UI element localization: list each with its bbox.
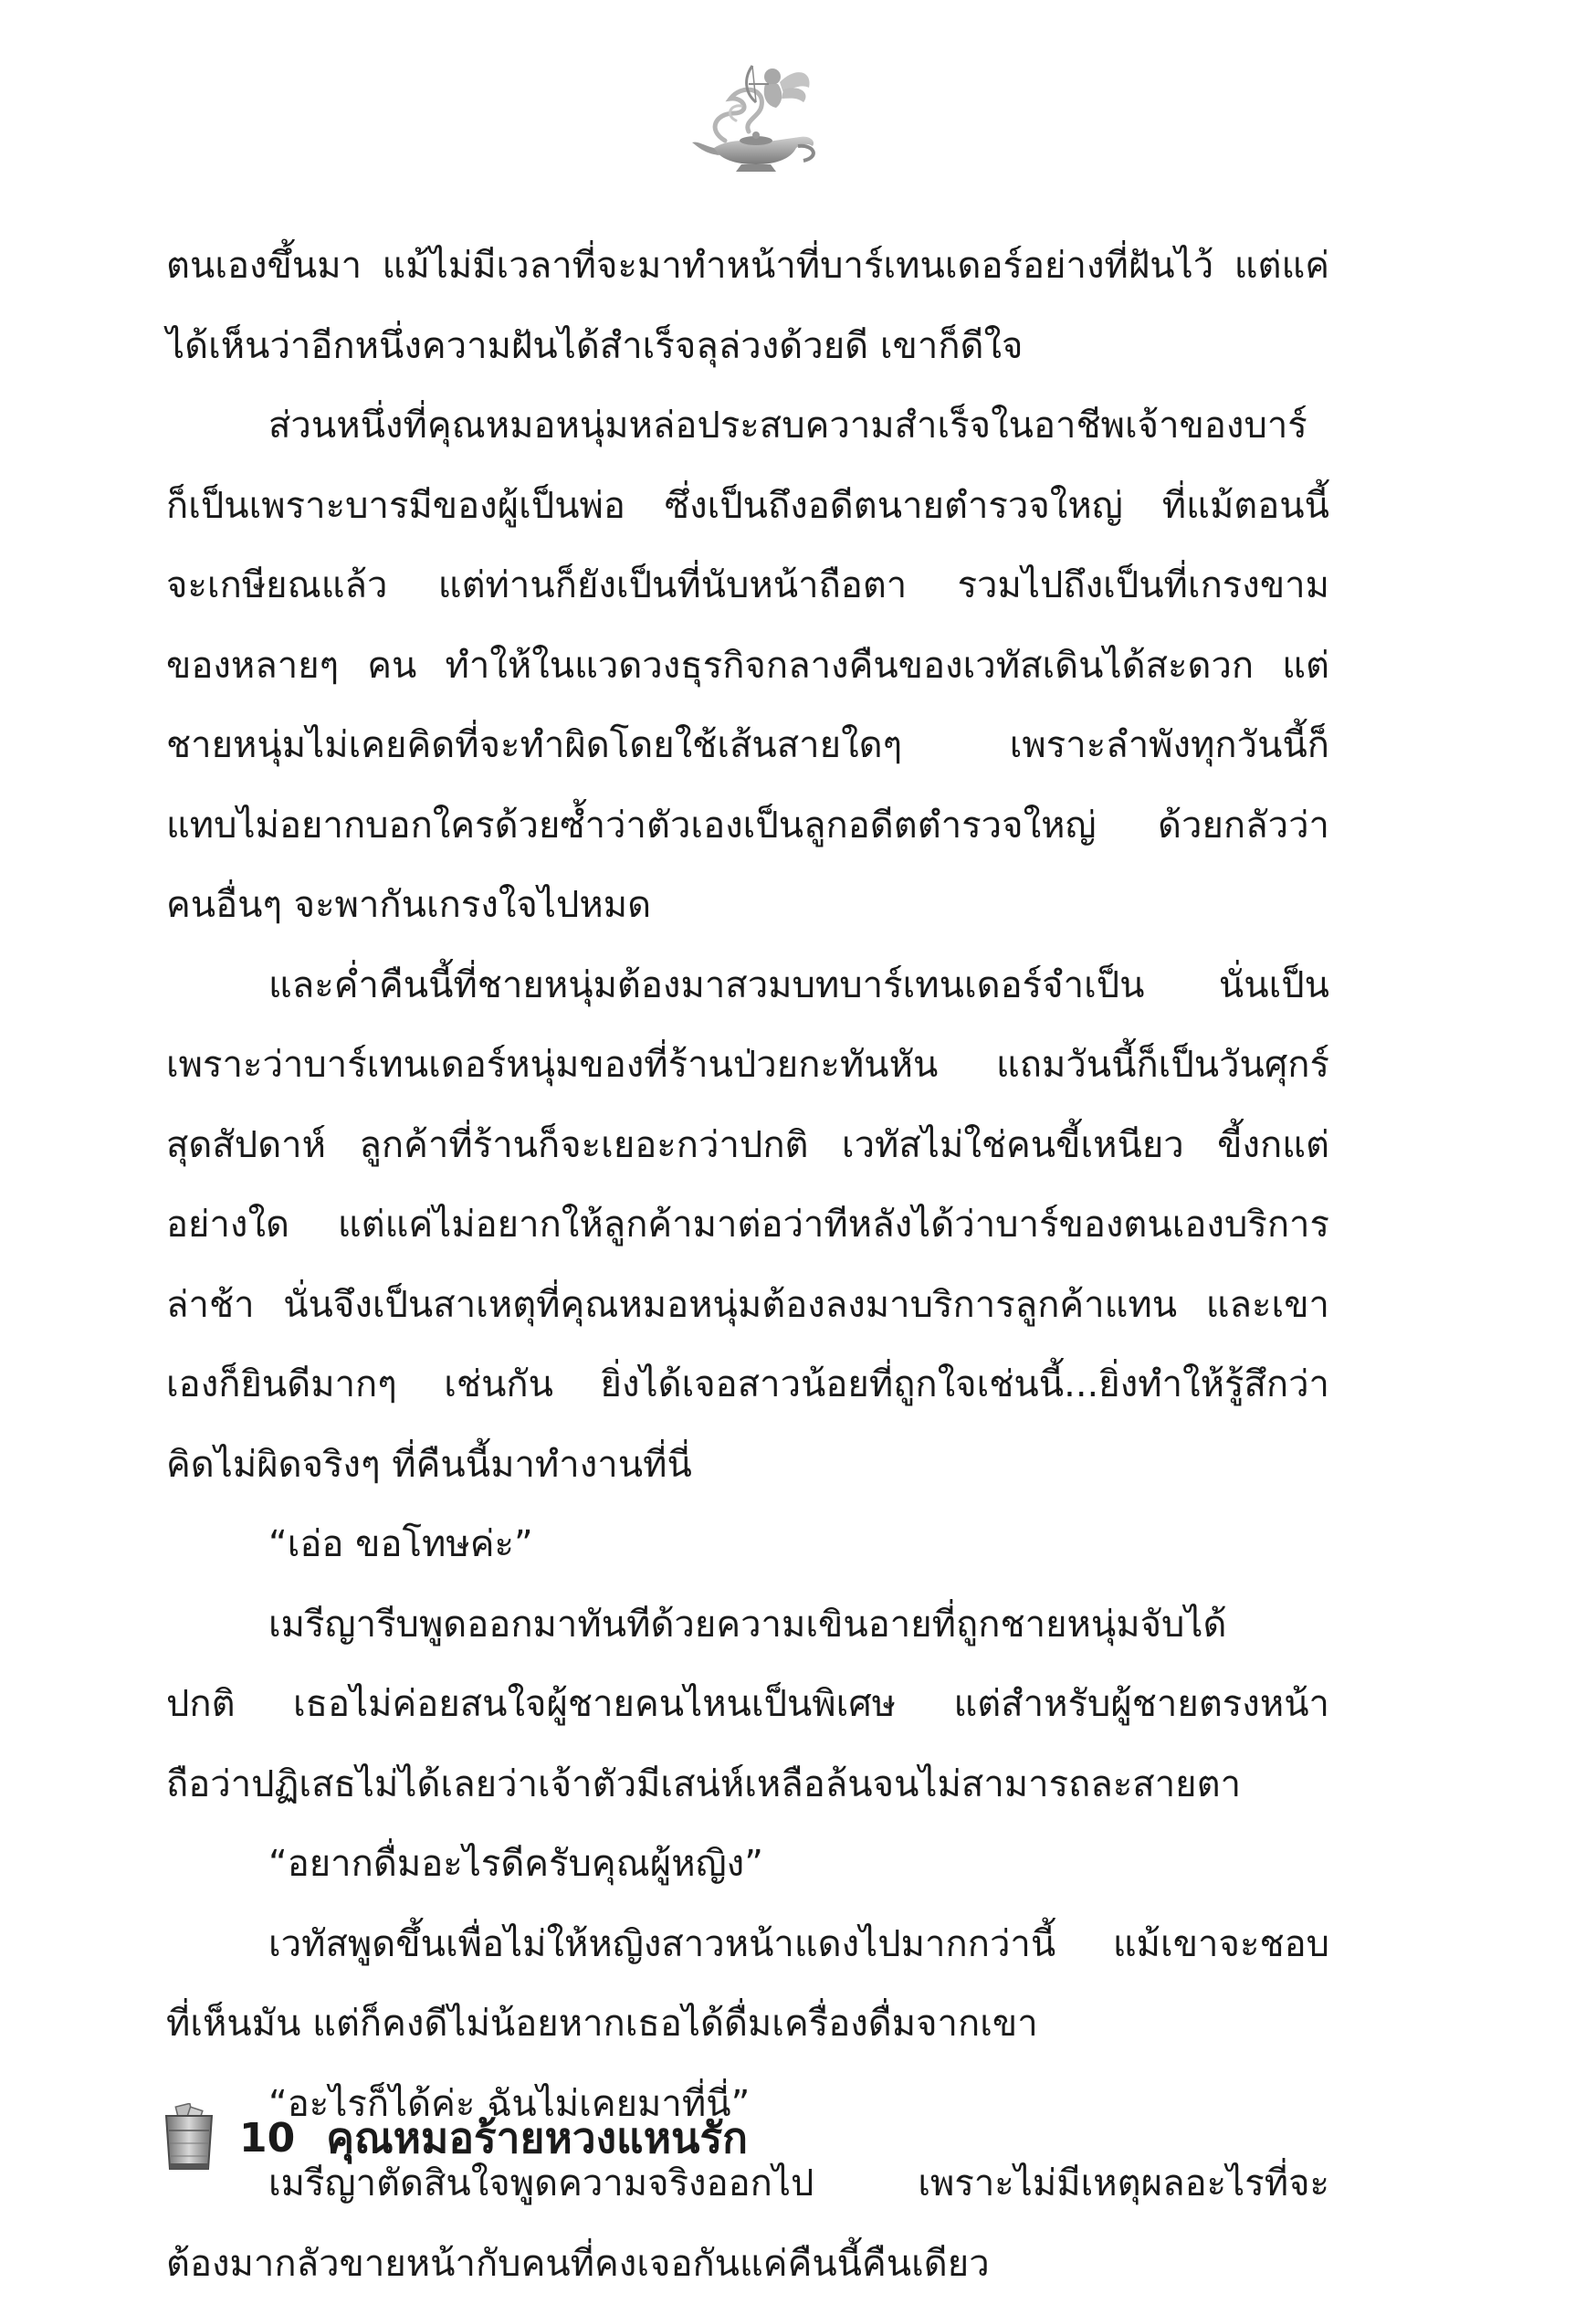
text-line: ของหลายๆ คน ทำให้ในแวดวงธุรกิจกลางคืนของเวทัสเดินได้สะดวก แต่ <box>166 626 1329 707</box>
body-text <box>166 226 1329 2304</box>
text-line: ส่วนหนึ่งที่คุณหมอหนุ่มหล่อประสบความสำเร็จในอาชีพเจ้าของบาร์ <box>166 386 1329 467</box>
text-line: คนอื่นๆ จะพากันเกรงใจไปหมด <box>166 866 1329 946</box>
text-line: อย่างใด แต่แค่ไม่อยากให้ลูกค้ามาต่อว่าทีหลังได้ว่าบาร์ของตนเองบริการ <box>166 1185 1329 1266</box>
page-footer <box>161 2097 748 2179</box>
text-line: สุดสัปดาห์ ลูกค้าที่ร้านก็จะเยอะกว่าปกติ เวทัสไม่ใช่คนขี้เหนียว ขี้งกแต่ <box>166 1106 1329 1186</box>
book-title: คุณหมอร้ายหวงแหนรัก <box>326 2105 748 2172</box>
text-line: ชายหนุ่มไม่เคยคิดที่จะทำผิดโดยใช้เส้นสายใดๆ เพราะลำพังทุกวันนี้ก็ <box>166 706 1329 786</box>
text-line: จะเกษียณแล้ว แต่ท่านก็ยังเป็นที่นับหน้าถือตา รวมไปถึงเป็นที่เกรงขาม <box>166 546 1329 626</box>
text-line: คิดไม่ผิดจริงๆ ที่คืนนี้มาทำงานที่นี่ <box>166 1426 1329 1506</box>
text-line: เวทัสพูดขึ้นเพื่อไม่ให้หญิงสาวหน้าแดงไปมากกว่านี้ แม้เขาจะชอบ <box>166 1905 1329 1985</box>
page-number: 10 <box>239 2115 295 2162</box>
text-line: และค่ำคืนนี้ที่ชายหนุ่มต้องมาสวมบทบาร์เทนเดอร์จำเป็น นั่นเป็น <box>166 946 1329 1026</box>
text-line: ตนเองขึ้นมา แม้ไม่มีเวลาที่จะมาทำหน้าที่บาร์เทนเดอร์อย่างที่ฝันไว้ แต่แค่ <box>166 226 1329 307</box>
text-line: ล่าช้า นั่นจึงเป็นสาเหตุที่คุณหมอหนุ่มต้องลงมาบริการลูกค้าแทน และเขา <box>166 1266 1329 1346</box>
text-line: เมรีญารีบพูดออกมาทันทีด้วยความเขินอายที่ถูกชายหนุ่มจับได้ <box>166 1585 1329 1666</box>
magic-lamp-ornament-icon <box>688 57 825 175</box>
text-line: ถือว่าปฏิเสธไม่ได้เลยว่าเจ้าตัวมีเสน่ห์เหลือล้นจนไม่สามารถละสายตา <box>166 1745 1329 1825</box>
text-line: เพราะว่าบาร์เทนเดอร์หนุ่มของที่ร้านป่วยกะทันหัน แถมวันนี้ก็เป็นวันศุกร์ <box>166 1026 1329 1106</box>
text-line: ก็เป็นเพราะบารมีของผู้เป็นพ่อ ซึ่งเป็นถึงอดีตนายตำรวจใหญ่ ที่แม้ตอนนี้ <box>166 467 1329 547</box>
text-line: เมรีญาตัดสินใจพูดความจริงออกไป เพราะไม่มีเหตุผลอะไรที่จะ <box>166 2144 1329 2225</box>
text-line: ได้เห็นว่าอีกหนึ่งความฝันได้สำเร็จลุล่วงด้วยดี เขาก็ดีใจ <box>166 307 1329 387</box>
text-line: ต้องมากลัวขายหน้ากับคนที่คงเจอกันแค่คืนนี้คืนเดียว <box>166 2225 1329 2304</box>
text-line: ปกติ เธอไม่ค่อยสนใจผู้ชายคนไหนเป็นพิเศษ แต่สำหรับผู้ชายตรงหน้า <box>166 1665 1329 1745</box>
text-line: “อยากดื่มอะไรดีครับคุณผู้หญิง” <box>166 1825 1329 1905</box>
text-line: ที่เห็นมัน แต่ก็คงดีไม่น้อยหากเธอได้ดื่มเครื่องดื่มจากเขา <box>166 1984 1329 2065</box>
text-line: “เอ่อ ขอโทษค่ะ” <box>166 1505 1329 1585</box>
text-line: “อะไรก็ได้ค่ะ ฉันไม่เคยมาที่นี่” <box>166 2065 1329 2145</box>
text-line: แทบไม่อยากบอกใครด้วยซ้ำว่าตัวเองเป็นลูกอดีตตำรวจใหญ่ ด้วยกลัวว่า <box>166 786 1329 867</box>
whisky-glass-icon <box>161 2103 217 2172</box>
text-line: เองก็ยินดีมากๆ เช่นกัน ยิ่งได้เจอสาวน้อยที่ถูกใจเช่นนี้...ยิ่งทำให้รู้สึกว่า <box>166 1345 1329 1426</box>
